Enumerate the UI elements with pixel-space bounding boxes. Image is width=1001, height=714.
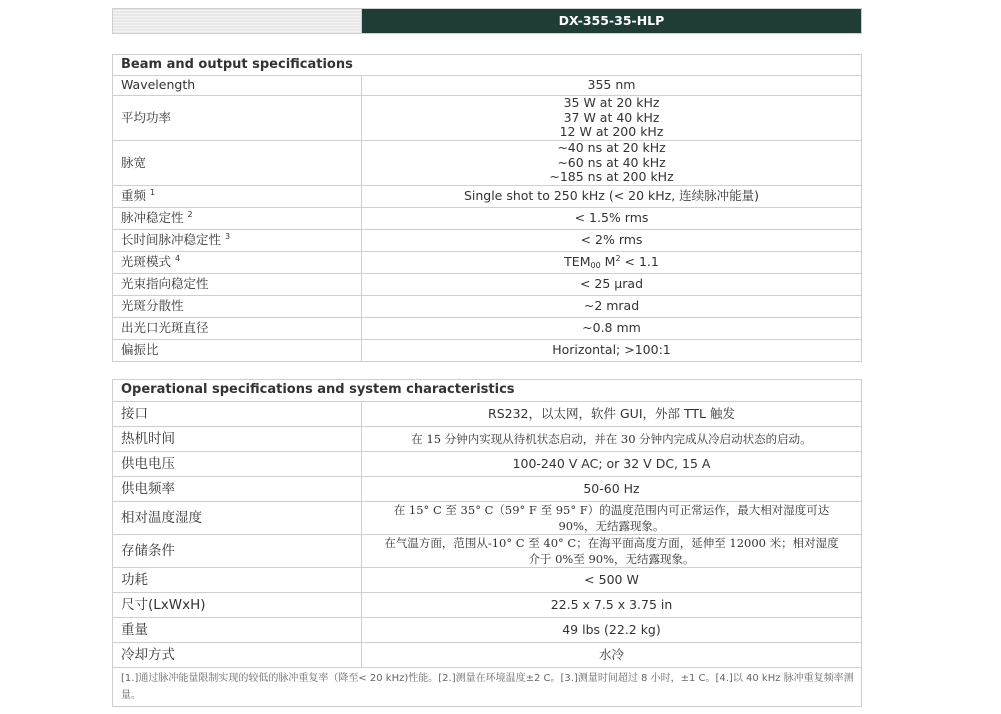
value-line: 35 W at 20 kHz xyxy=(563,95,660,111)
spec-label: 光束指向稳定性 xyxy=(113,274,362,296)
value-line: 12 W at 200 kHz xyxy=(559,124,664,140)
spec-label: 光斑模式 $^4$ xyxy=(113,252,362,274)
section-header-beam xyxy=(113,55,862,76)
spec-value: 在 15 分钟内实现从待机状态启动，并在 30 分钟内完成从冷启动状态的启动。 xyxy=(362,427,862,452)
spec-label: 接口 xyxy=(113,402,362,427)
spec-value: < 500 W xyxy=(362,568,862,593)
spec-row xyxy=(113,618,862,643)
spec-value: < 25 μrad xyxy=(362,274,862,296)
spec-label: 热机时间 xyxy=(113,427,362,452)
spec-label: 功耗 xyxy=(113,568,362,593)
spec-value xyxy=(362,502,862,535)
value-line: 介于 0%至 90%，无结露现象。 xyxy=(528,552,695,566)
spec-row xyxy=(113,535,862,568)
spec-table xyxy=(112,8,862,707)
spec-value: < 2% rms xyxy=(362,230,862,252)
spec-value: Single shot to 250 kHz (< 20 kHz, 连续脉冲能量) xyxy=(362,186,862,208)
spec-label: 脉冲稳定性 $^2$ xyxy=(113,208,362,230)
spacer-row xyxy=(113,34,862,55)
spec-row xyxy=(113,643,862,668)
spec-value: 100-240 V AC; or 32 V DC, 15 A xyxy=(362,452,862,477)
spec-value: < 1.5% rms xyxy=(362,208,862,230)
footnote-text: [1.]通过脉冲能量限制实现的较低的脉冲重复率（降至< 20 kHz)性能。[2.]测量在环境温度±2 C。[3.]测量时间超过 8 小时，±1 C。[4.]以 40 kHz 脉冲重复频率测量。 xyxy=(113,668,862,707)
spec-row xyxy=(113,502,862,535)
section-title-ops: Operational specifications and system characteristics xyxy=(113,380,862,402)
spec-row xyxy=(113,427,862,452)
spec-row xyxy=(113,186,862,208)
spec-label: 冷却方式 xyxy=(113,643,362,668)
spec-value xyxy=(362,141,862,186)
spec-sheet xyxy=(112,8,861,707)
footnote-row xyxy=(113,668,862,707)
spec-label: 光斑分散性 xyxy=(113,296,362,318)
spec-row xyxy=(113,568,862,593)
spec-value: 50-60 Hz xyxy=(362,477,862,502)
value-line: ~60 ns at 40 kHz xyxy=(557,154,666,170)
footnote-ref: 4 xyxy=(175,254,181,264)
value-line: 在气温方面，范围从-10° C 至 40° C；在海平面高度方面，延伸至 12000 米；相对湿度 xyxy=(384,536,839,550)
spec-value: 22.5 x 7.5 x 3.75 in xyxy=(362,593,862,618)
spec-label: 相对温度湿度 xyxy=(113,502,362,535)
footnote-ref: 2 xyxy=(187,210,193,220)
footnote-ref: 1 xyxy=(150,188,156,198)
spec-row xyxy=(113,318,862,340)
spec-row xyxy=(113,340,862,362)
spec-value: 水冷 xyxy=(362,643,862,668)
spec-value xyxy=(362,96,862,141)
spec-value: ~2 mrad xyxy=(362,296,862,318)
header-blank-cell xyxy=(113,9,362,34)
spec-row xyxy=(113,593,862,618)
spec-row xyxy=(113,230,862,252)
spec-label: 出光口光斑直径 xyxy=(113,318,362,340)
spec-row xyxy=(113,96,862,141)
spec-label: 重频 $^1$ xyxy=(113,186,362,208)
spec-row xyxy=(113,252,862,274)
spacer-row xyxy=(113,362,862,380)
spec-label: 存储条件 xyxy=(113,535,362,568)
spec-row xyxy=(113,76,862,96)
spec-row xyxy=(113,402,862,427)
spec-label: Wavelength xyxy=(113,76,362,96)
model-name: DX-355-35-HLP xyxy=(362,9,862,34)
spec-label: 供电频率 xyxy=(113,477,362,502)
value-line: 37 W at 40 kHz xyxy=(563,109,660,125)
spec-value: ~0.8 mm xyxy=(362,318,862,340)
footnote-ref: 3 xyxy=(225,232,231,242)
spec-value: 49 lbs (22.2 kg) xyxy=(362,618,862,643)
value-line: 90%，无结露现象。 xyxy=(558,519,665,533)
value-line: ~40 ns at 20 kHz xyxy=(557,140,666,156)
spec-row xyxy=(113,274,862,296)
spec-value xyxy=(362,535,862,568)
spec-value: $TEM_{00}$ $M^2 < 1.1$ xyxy=(362,252,862,274)
spec-label: 偏振比 xyxy=(113,340,362,362)
section-title-beam: Beam and output specifications xyxy=(113,55,862,76)
spec-label: 尺寸(LxWxH) xyxy=(113,593,362,618)
spec-label: 长时间脉冲稳定性 $^3$ xyxy=(113,230,362,252)
section-header-ops xyxy=(113,380,862,402)
value-line: ~185 ns at 200 kHz xyxy=(549,169,674,185)
spec-row xyxy=(113,296,862,318)
spec-label: 重量 xyxy=(113,618,362,643)
spec-label: 平均功率 xyxy=(113,96,362,141)
spec-row xyxy=(113,477,862,502)
value-line: 在 15° C 至 35° C（59° F 至 95° F）的温度范围内可正常运作，最大相对湿度可达 xyxy=(393,503,830,517)
spec-row xyxy=(113,208,862,230)
spec-value: 355 nm xyxy=(362,76,862,96)
spec-value: RS232，以太网，软件 GUI，外部 TTL 触发 xyxy=(362,402,862,427)
spec-label: 供电电压 xyxy=(113,452,362,477)
model-header-row xyxy=(113,9,862,34)
spec-row xyxy=(113,141,862,186)
spec-label: 脉宽 xyxy=(113,141,362,186)
spec-row xyxy=(113,452,862,477)
spec-value: Horizontal; >100:1 xyxy=(362,340,862,362)
